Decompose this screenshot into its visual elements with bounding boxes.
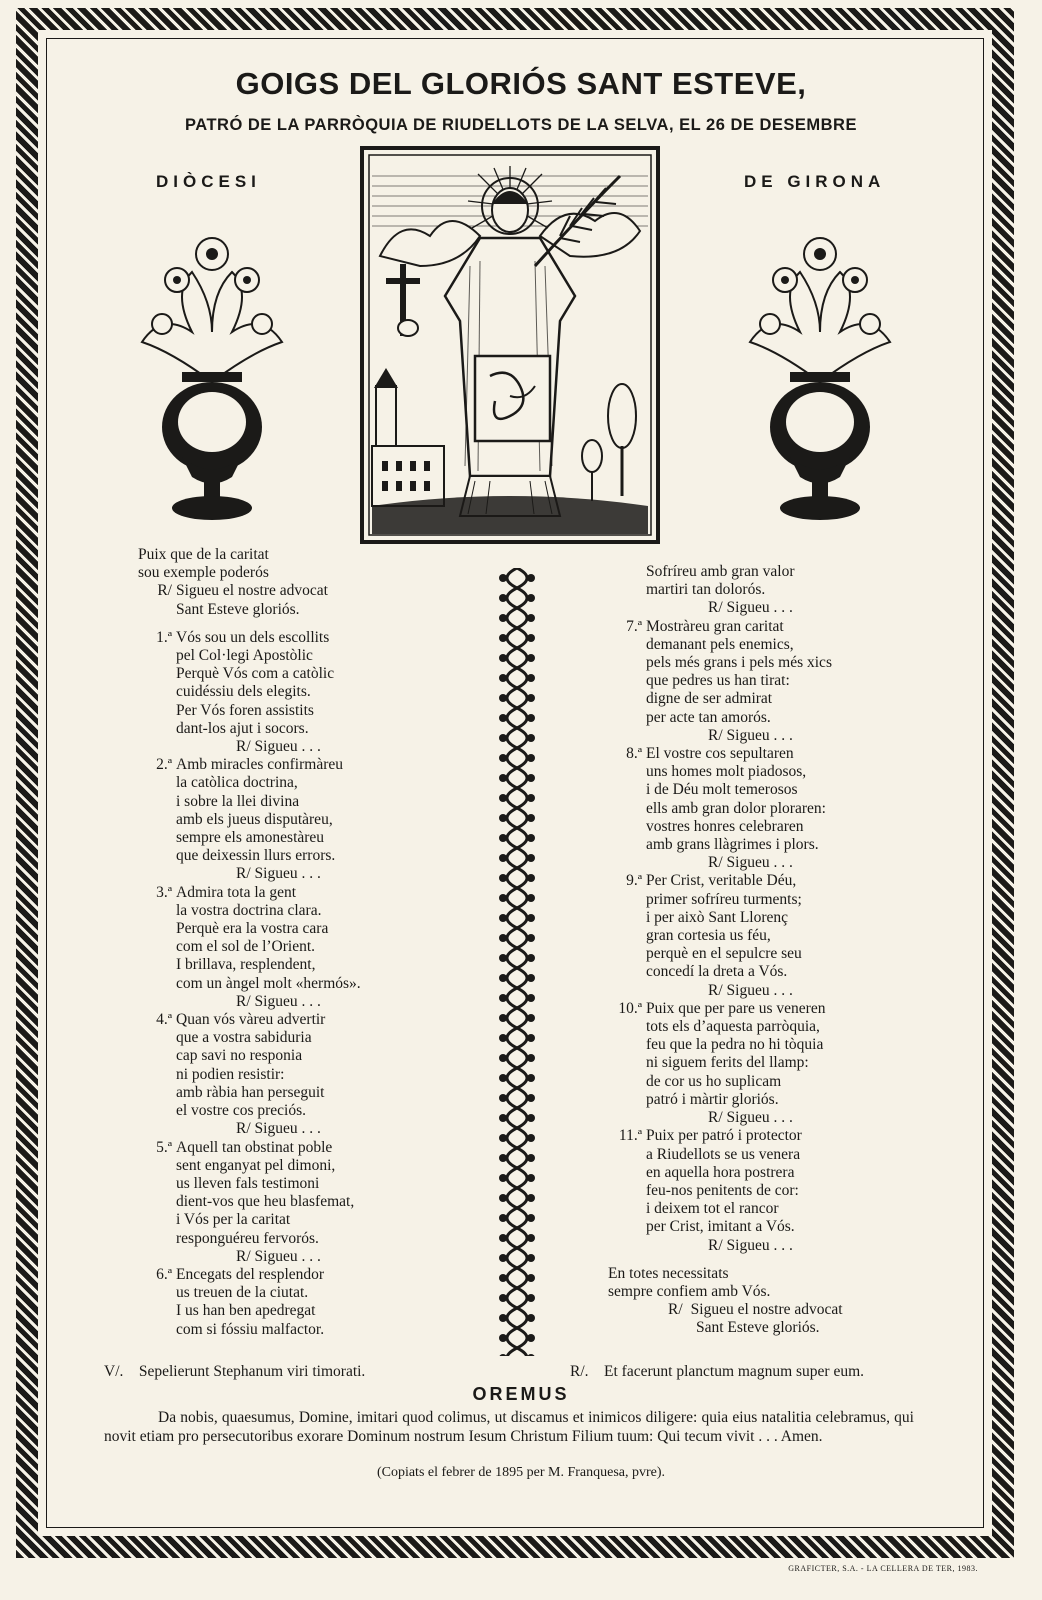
verse-text: i Vós per la caritat <box>176 1211 291 1229</box>
verse-text: Quan vós vàreu advertir <box>176 1011 326 1029</box>
oremus-prayer: Da nobis, quaesumus, Domine, imitari quod colimus, ut discamus et inimicos diligere: quia eius natalitia celebramus, qui novit etiam pro persecutoribus exorare Dominum nostrum Iesum Christum Filium tuum: Qui tecum vivit . . . Amen. <box>104 1409 914 1445</box>
verse-line <box>138 1302 478 1320</box>
verse-text: el vostre cos preciós. <box>176 1102 306 1120</box>
verse-line <box>138 1066 478 1084</box>
verse-text: R/ Sigueu . . . <box>708 599 793 617</box>
stanza-number: 1.ª <box>156 628 172 646</box>
verse-line <box>608 891 928 909</box>
verse-text: que a vostra sabiduria <box>176 1029 312 1047</box>
verse-line <box>138 1175 478 1193</box>
copy-note: (Copiats el febrer de 1895 per M. Franquesa, pvre). <box>376 1465 666 1480</box>
verse-text: dant-los ajut i socors. <box>176 719 309 737</box>
stanza-number: 11.ª <box>618 1127 642 1145</box>
verse-line <box>138 829 478 847</box>
verse-line <box>138 629 478 647</box>
verse-text: Perquè era la vostra cara <box>176 920 329 938</box>
response-mark: R/. <box>570 1363 589 1380</box>
verse-text: Amb miracles confirmàreu <box>176 756 343 774</box>
verse-text: R/ Sigueu . . . <box>236 1247 321 1265</box>
verse-text: uns homes molt piadosos, <box>646 763 807 781</box>
verse-text: R/ Sigueu . . . <box>708 981 793 999</box>
refrain-line <box>608 854 928 872</box>
verse-text: primer sofríreu turments; <box>646 890 802 908</box>
verse-text: ni siguem ferits del llamp: <box>646 1054 809 1072</box>
verse-text: patró i màrtir gloriós. <box>646 1090 779 1108</box>
verse-text: i per això Sant Llorenç <box>646 908 789 926</box>
verse-line <box>608 581 928 599</box>
versicle-mark: V/. <box>104 1363 124 1380</box>
flower-vase-right <box>740 232 900 524</box>
verse-line <box>608 636 928 654</box>
verse-line <box>138 1029 478 1047</box>
verse-line <box>608 745 928 763</box>
verse-line <box>608 1000 928 1018</box>
verse-line <box>138 1084 478 1102</box>
verse-line <box>608 672 928 690</box>
verse-text: Sofríreu amb gran valor <box>646 563 795 580</box>
verse-line <box>138 811 478 829</box>
verse-line <box>138 847 478 865</box>
verse-line <box>138 601 478 619</box>
verse-line <box>138 665 478 683</box>
verse-line <box>608 1301 928 1319</box>
refrain-line <box>138 865 478 883</box>
verse-line <box>608 1036 928 1054</box>
diocese-label-left: DIÒCESI <box>156 172 261 191</box>
verse-line <box>138 582 478 600</box>
verse-line <box>608 1265 928 1283</box>
verse-line <box>138 546 478 564</box>
response-mark: R/ <box>668 1301 683 1319</box>
verse-text: I us han ben apedregat <box>176 1302 316 1320</box>
page-title: GOIGS DEL GLORIÓS SANT ESTEVE, <box>235 66 807 101</box>
verse-line <box>138 774 478 792</box>
verse-text: Aquell tan obstinat poble <box>176 1138 333 1156</box>
verse-text: a Riudellots se us venera <box>646 1145 801 1163</box>
verse-text: que deixessin llurs errors. <box>176 847 336 865</box>
verse-line <box>608 1054 928 1072</box>
verse-line <box>608 836 928 854</box>
verse-text: com un àngel molt «hermós». <box>176 974 361 992</box>
verse-text: R/ Sigueu . . . <box>708 854 793 872</box>
verse-line <box>138 720 478 738</box>
verse-text: El vostre cos sepultaren <box>646 745 794 763</box>
verse-text: per acte tan amorós. <box>646 708 771 726</box>
verse-text: Sigueu el nostre advocat <box>690 1301 843 1319</box>
stanza-number: 4.ª <box>156 1011 172 1029</box>
page-subtitle: PATRÓ DE LA PARRÒQUIA DE RIUDELLOTS DE LA SELVA, EL 26 DE DESEMBRE <box>185 116 857 134</box>
verse-line <box>608 1146 928 1164</box>
response <box>570 1363 864 1381</box>
verse-line <box>138 956 478 974</box>
verse-line <box>138 1321 478 1339</box>
verse-line <box>138 647 478 665</box>
verse-text: Perquè Vós com a catòlic <box>176 665 335 683</box>
verse-line <box>138 1211 478 1229</box>
verse-text: Mostràreu gran caritat <box>646 617 784 635</box>
oremus-heading: OREMUS <box>472 1384 570 1404</box>
printer-imprint: GRAFICTER, S.A. - LA CELLERA DE TER, 1983. <box>788 1564 978 1573</box>
verse-text: sempre els amonestàreu <box>176 829 325 847</box>
verse-text: cuidéssiu dels elegits. <box>176 683 311 701</box>
verse-line <box>138 564 478 582</box>
goigs-right-column <box>608 563 928 1338</box>
verse-line <box>608 818 928 836</box>
verse-text: de cor us ho suplicam <box>646 1072 782 1090</box>
verse-text: que pedres us han tirat: <box>646 672 790 690</box>
verse-line <box>138 920 478 938</box>
verse-text: R/ Sigueu . . . <box>236 738 321 756</box>
verse-text: Puix per patró i protector <box>646 1127 802 1145</box>
verse-line <box>608 1200 928 1218</box>
verse-text: digne de ser admirat <box>646 690 773 708</box>
refrain-line <box>608 982 928 1000</box>
verse-text: ni podien resistir: <box>176 1065 285 1083</box>
verse-line <box>608 563 928 581</box>
verse-line <box>138 1139 478 1157</box>
verse-line <box>138 884 478 902</box>
verse-text: sou exemple poderós <box>138 564 269 582</box>
verse-text: R/ Sigueu . . . <box>236 1120 321 1138</box>
verse-text: us treuen de la ciutat. <box>176 1284 309 1302</box>
verse-line <box>608 945 928 963</box>
verse-line <box>608 1283 928 1301</box>
verse-text: Admira tota la gent <box>176 883 297 901</box>
verse-text: demanant pels enemics, <box>646 635 794 653</box>
verse-line <box>608 763 928 781</box>
verse-line <box>608 963 928 981</box>
verse-line <box>608 1164 928 1182</box>
verse-text: En totes necessitats <box>608 1264 729 1282</box>
refrain-line <box>138 1248 478 1266</box>
stanza-number: 2.ª <box>156 756 172 774</box>
central-ornament-column <box>494 568 540 1356</box>
verse-text: com si fóssiu malfactor. <box>176 1320 325 1338</box>
verse-line <box>138 1266 478 1284</box>
refrain-line <box>608 1237 928 1255</box>
verse-line <box>138 702 478 720</box>
verse-text: pels més grans i pels més xics <box>646 654 832 672</box>
stanza-number: 9.ª <box>626 872 642 890</box>
verse-text: R/ Sigueu . . . <box>708 1236 793 1254</box>
flower-vase-left <box>132 232 292 524</box>
verse-text: dient-vos que heu blasfemat, <box>176 1193 355 1211</box>
stanza-number: 6.ª <box>156 1265 172 1283</box>
verse-text: ells amb gran dolor ploraren: <box>646 799 826 817</box>
verse-text: tots els d’aquesta parròquia, <box>646 1018 820 1036</box>
verse-line <box>138 975 478 993</box>
verse-line <box>608 709 928 727</box>
diocese-label-right: DE GIRONA <box>744 172 886 191</box>
verse-line <box>138 1011 478 1029</box>
verse-text: gran cortesia us féu, <box>646 927 771 945</box>
verse-text: us lleven fals testimoni <box>176 1174 320 1192</box>
verse-line <box>138 1284 478 1302</box>
verse-text: i de Déu molt temerosos <box>646 781 798 799</box>
verse-line <box>608 654 928 672</box>
verse-line <box>608 781 928 799</box>
verse-text: feu que la pedra no hi tòquia <box>646 1036 824 1054</box>
verse-text: Puix que per pare us veneren <box>646 999 826 1017</box>
verse-line <box>138 1102 478 1120</box>
verse-text: amb ràbia han perseguit <box>176 1083 325 1101</box>
stanza-number: 5.ª <box>156 1138 172 1156</box>
stanza-number: 3.ª <box>156 883 172 901</box>
verse-text: Per Crist, veritable Déu, <box>646 872 797 890</box>
verse-text: i sobre la llei divina <box>176 792 300 810</box>
stanza-gap <box>138 619 478 629</box>
refrain-line <box>608 599 928 617</box>
refrain-line <box>608 1109 928 1127</box>
verse-line <box>608 1127 928 1145</box>
verse-text: R/ Sigueu . . . <box>708 1109 793 1127</box>
verse-text: perquè en el sepulcre seu <box>646 945 802 963</box>
stanza-gap <box>608 1255 928 1265</box>
verse-line <box>608 1018 928 1036</box>
stanza-number: 8.ª <box>626 745 642 763</box>
verse-text: R/ Sigueu . . . <box>236 992 321 1010</box>
verse-line <box>608 927 928 945</box>
verse-text: la catòlica doctrina, <box>176 774 298 792</box>
verse-line <box>138 756 478 774</box>
verse-text: Per Vós foren assistits <box>176 701 314 719</box>
verse-text: la vostra doctrina clara. <box>176 901 322 919</box>
verse-text: com el sol de l’Orient. <box>176 938 316 956</box>
stanza-number: 10.ª <box>618 999 642 1017</box>
verse-text: responguéreu fervorós. <box>176 1229 319 1247</box>
verse-text: per Crist, imitant a Vós. <box>646 1218 795 1236</box>
verse-line <box>138 1193 478 1211</box>
verse-text: concedí la dreta a Vós. <box>646 963 788 981</box>
verse-text: Sant Esteve gloriós. <box>176 600 300 618</box>
verse-text: R/ Sigueu . . . <box>708 726 793 744</box>
verse-line <box>608 1091 928 1109</box>
verse-text: martiri tan dolorós. <box>646 581 766 599</box>
verse-line <box>608 690 928 708</box>
refrain-line <box>138 993 478 1011</box>
verse-text: amb grans llàgrimes i plors. <box>646 836 819 854</box>
verse-text: Encegats del resplendor <box>176 1265 325 1283</box>
verse-text: sempre confiem amb Vós. <box>608 1282 771 1300</box>
versicle <box>104 1363 365 1381</box>
response-text: Et facerunt planctum magnum super eum. <box>604 1363 865 1380</box>
verse-line <box>608 800 928 818</box>
verse-text: Vós sou un dels escollits <box>176 628 330 646</box>
verse-text: Sant Esteve gloriós. <box>696 1319 820 1337</box>
verse-text: sent enganyat pel dimoni, <box>176 1156 336 1174</box>
verse-text: i deixem tot el rancor <box>646 1200 779 1218</box>
verse-line <box>608 1319 928 1337</box>
verse-text: R/ Sigueu . . . <box>236 865 321 883</box>
verse-line <box>608 1073 928 1091</box>
refrain-line <box>138 1120 478 1138</box>
verse-line <box>138 793 478 811</box>
verse-text: I brillava, resplendent, <box>176 956 316 974</box>
verse-text: en aquella hora postrera <box>646 1163 795 1181</box>
verse-text: cap savi no responia <box>176 1047 303 1065</box>
verse-text: vostres honres celebraren <box>646 817 804 835</box>
verse-line <box>138 938 478 956</box>
stanza-number: 7.ª <box>626 617 642 635</box>
refrain-line <box>608 727 928 745</box>
saint-stephen-woodcut <box>360 146 660 544</box>
refrain-line <box>138 738 478 756</box>
verse-line <box>608 1182 928 1200</box>
verse-line <box>138 1157 478 1175</box>
verse-line <box>608 909 928 927</box>
verse-line <box>138 1230 478 1248</box>
versicle-text: Sepelierunt Stephanum viri timorati. <box>138 1363 366 1380</box>
verse-line <box>608 1218 928 1236</box>
verse-line <box>138 1047 478 1065</box>
goigs-left-column <box>138 546 478 1339</box>
verse-line <box>608 872 928 890</box>
verse-line <box>138 683 478 701</box>
verse-line <box>138 902 478 920</box>
verse-text: Sigueu el nostre advocat <box>176 582 328 600</box>
verse-text: Puix que de la caritat <box>138 546 269 563</box>
verse-text: pel Col·legi Apostòlic <box>176 647 313 665</box>
verse-text: feu-nos penitents de cor: <box>646 1181 799 1199</box>
response-mark: R/ <box>157 582 172 600</box>
verse-text: amb els jueus disputàreu, <box>176 810 333 828</box>
verse-line <box>608 618 928 636</box>
